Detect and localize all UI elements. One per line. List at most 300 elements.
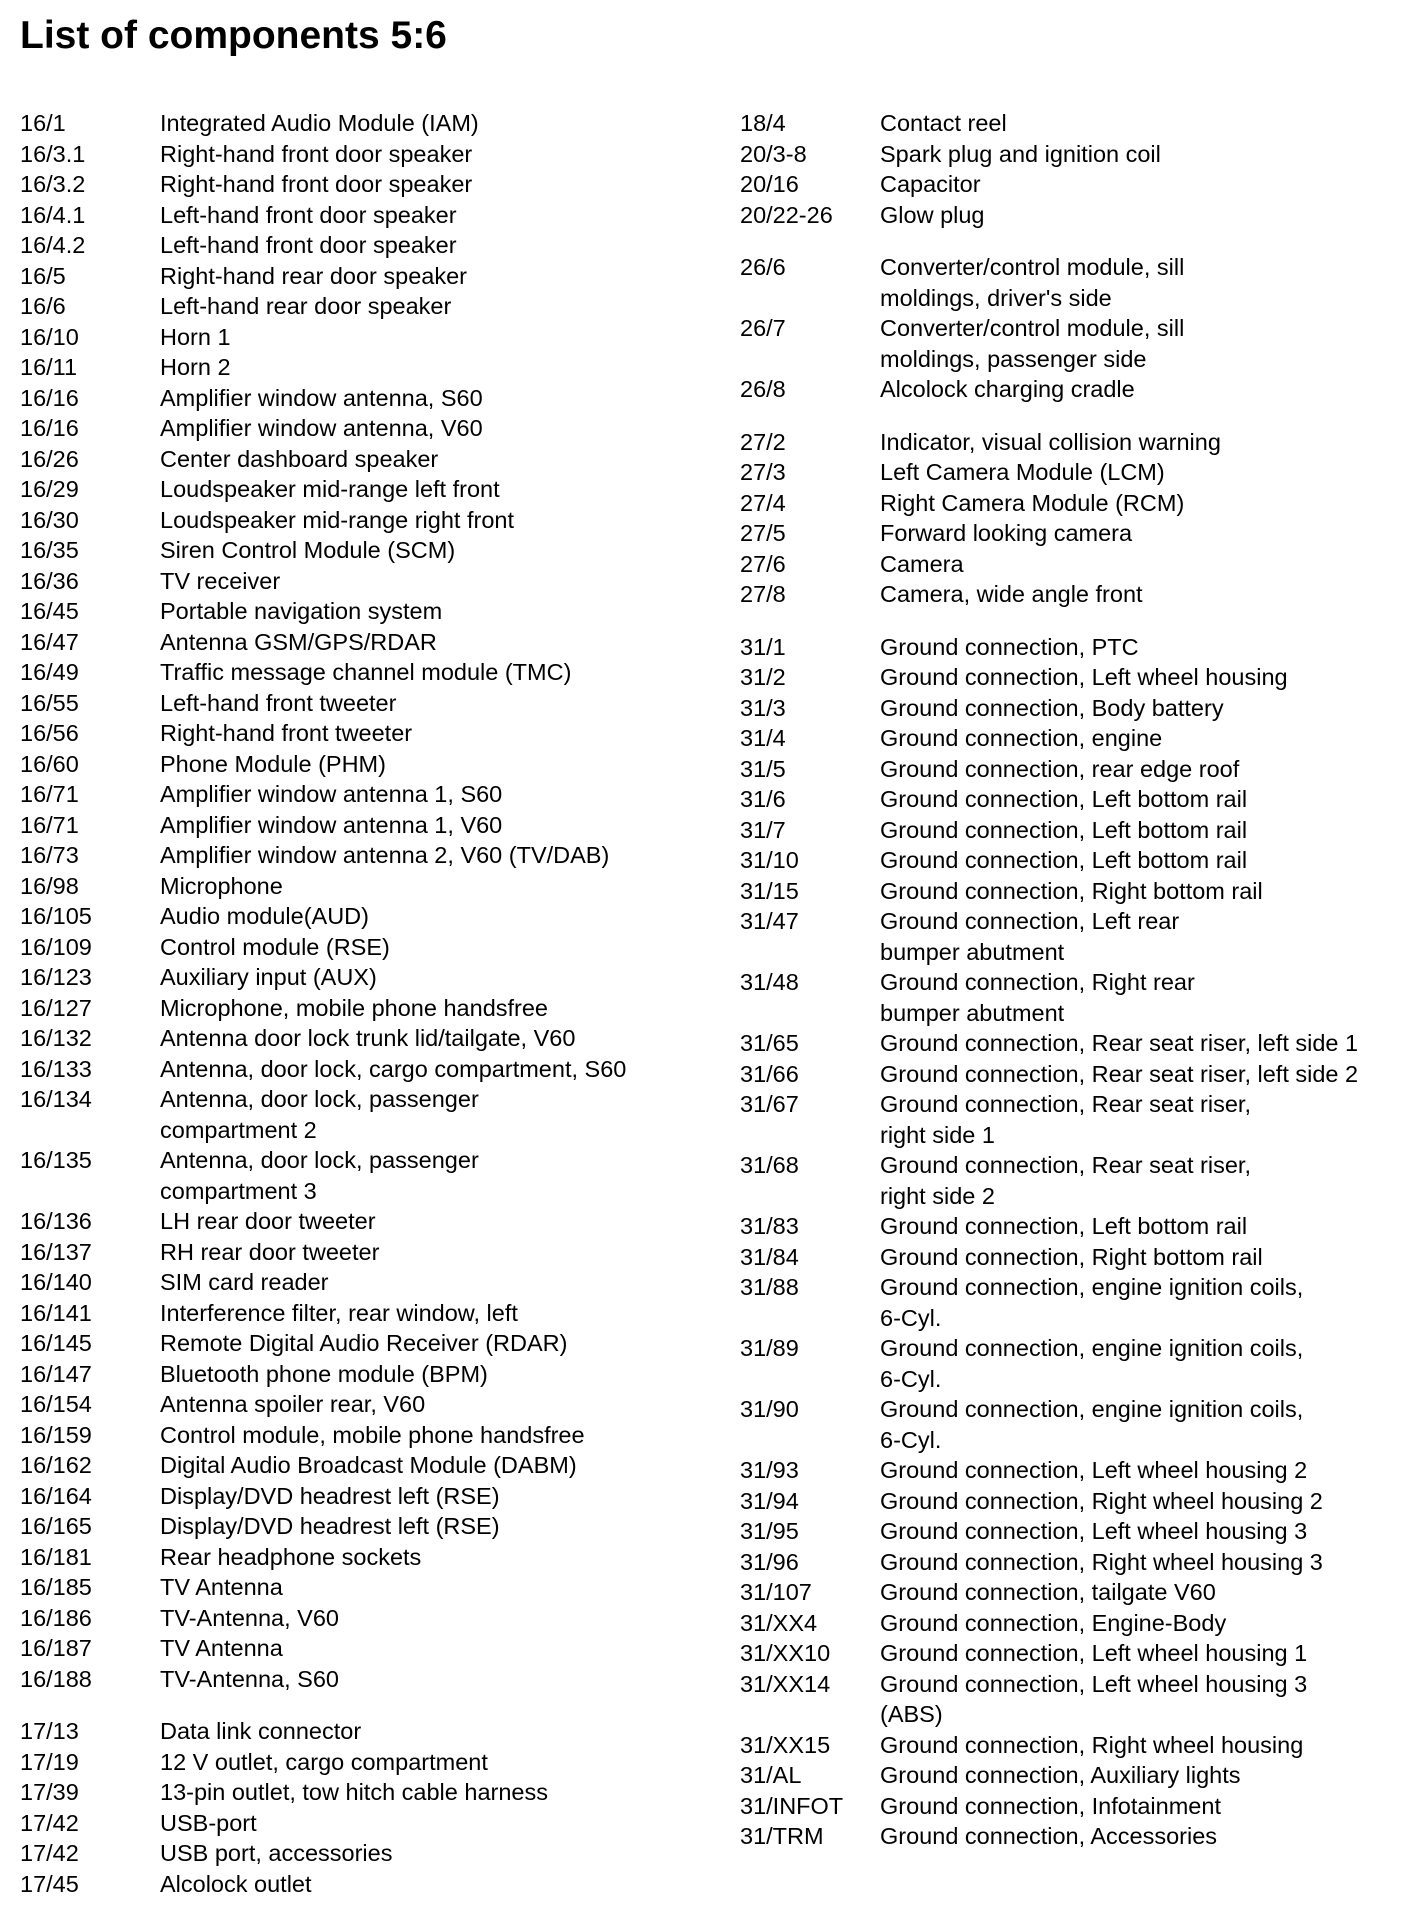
component-description: TV-Antenna, V60 [160, 1604, 339, 1631]
component-code: 16/11 [20, 354, 78, 380]
component-description: Control module (RSE) [160, 933, 390, 960]
component-code: 16/135 [20, 1147, 92, 1173]
component-description: Integrated Audio Module (IAM) [160, 110, 479, 136]
component-entry [20, 1838, 700, 1869]
component-code: 16/134 [20, 1086, 92, 1112]
component-code: 26/7 [740, 315, 786, 341]
component-code: 16/73 [20, 842, 79, 868]
component-code: 17/45 [20, 1870, 79, 1897]
component-code: 16/164 [20, 1482, 92, 1509]
component-code: 16/147 [20, 1360, 92, 1387]
component-description: Right-hand rear door speaker [160, 262, 467, 289]
component-entry [740, 723, 1400, 754]
component-code: 17/42 [20, 1840, 79, 1866]
component-code: 31/93 [740, 1457, 799, 1483]
component-entry [20, 596, 700, 627]
component-code: 17/39 [20, 1779, 79, 1805]
component-entry [20, 1084, 700, 1145]
component-description: TV Antenna [160, 1635, 283, 1661]
component-description: 12 V outlet, cargo compartment [160, 1748, 488, 1775]
component-description: Center dashboard speaker [160, 445, 439, 472]
component-code: 17/13 [20, 1718, 79, 1744]
component-entry [20, 1328, 700, 1359]
component-entry [740, 457, 1400, 488]
component-code: 16/188 [20, 1665, 92, 1692]
component-description: Ground connection, Auxiliary lights [880, 1762, 1241, 1788]
component-code: 31/AL [740, 1762, 802, 1788]
component-entry [740, 1059, 1400, 1090]
component-description: Interference filter, rear window, left [160, 1299, 518, 1326]
component-entry [740, 815, 1400, 846]
component-description: Display/DVD headrest left (RSE) [160, 1513, 500, 1539]
component-code: 16/60 [20, 750, 79, 777]
component-description: Right Camera Module (RCM) [880, 489, 1185, 516]
component-code: 16/162 [20, 1452, 92, 1478]
component-entry [740, 1516, 1400, 1547]
component-description: Ground connection, Left wheel housing 3 [880, 1518, 1308, 1544]
component-entry [20, 1389, 700, 1420]
component-code: 16/47 [20, 628, 79, 655]
component-code: 31/67 [740, 1091, 799, 1117]
component-entry [20, 627, 700, 658]
component-description: Ground connection, Left bottom rail [880, 816, 1248, 843]
component-description: Ground connection, Left wheel housing 2 [880, 1457, 1308, 1483]
component-list-right-column [740, 108, 1400, 1852]
component-entry [740, 1577, 1400, 1608]
component-entry [740, 906, 1400, 967]
component-code: 16/71 [20, 811, 79, 838]
component-code: 27/4 [740, 489, 786, 516]
component-description: Ground connection, engine ignition coils, 6-Cyl. [880, 1396, 1304, 1453]
component-entry [20, 474, 700, 505]
component-description: Ground connection, engine [880, 725, 1163, 751]
component-entry [20, 1664, 700, 1695]
component-description: Display/DVD headrest left (RSE) [160, 1482, 500, 1509]
component-entry [740, 1211, 1400, 1242]
component-description: Ground connection, Right wheel housing 3 [880, 1548, 1323, 1575]
component-code: 31/XX10 [740, 1640, 831, 1666]
component-description: Ground connection, engine ignition coils, 6-Cyl. [880, 1335, 1304, 1392]
component-entry [20, 139, 700, 170]
component-entry [20, 1808, 700, 1839]
component-entry [20, 962, 700, 993]
component-entry [740, 427, 1400, 458]
component-entry [20, 993, 700, 1024]
component-description: TV receiver [160, 567, 281, 594]
component-description: Left Camera Module (LCM) [880, 459, 1165, 485]
component-entry [740, 1333, 1400, 1394]
component-code: 20/16 [740, 171, 799, 197]
component-description: Ground connection, Left bottom rail [880, 1213, 1248, 1239]
component-code: 16/45 [20, 598, 79, 624]
component-entry [20, 1572, 700, 1603]
component-entry [20, 1206, 700, 1237]
component-description: Left-hand front door speaker [160, 201, 457, 228]
component-entry [20, 1603, 700, 1634]
component-code: 16/6 [20, 293, 66, 319]
component-code: 16/159 [20, 1421, 92, 1448]
component-description: Ground connection, Left bottom rail [880, 786, 1248, 812]
component-code: 31/3 [740, 694, 786, 721]
component-entry [20, 1450, 700, 1481]
component-description: Antenna, door lock, passenger compartment 2 [160, 1086, 479, 1143]
component-entry [20, 1145, 700, 1206]
component-code: 31/65 [740, 1030, 799, 1056]
component-entry [20, 718, 700, 749]
component-entry [740, 967, 1400, 1028]
component-code: 31/47 [740, 908, 799, 934]
component-code: 26/8 [740, 376, 786, 402]
component-code: 16/123 [20, 964, 92, 990]
component-code: 31/68 [740, 1152, 799, 1178]
component-description: Digital Audio Broadcast Module (DABM) [160, 1452, 577, 1478]
component-entry [20, 535, 700, 566]
component-code: 26/6 [740, 254, 786, 280]
component-code: 16/136 [20, 1208, 92, 1234]
component-description: Right-hand front tweeter [160, 720, 413, 746]
component-code: 16/133 [20, 1055, 92, 1082]
component-entry [20, 444, 700, 475]
component-entry [20, 688, 700, 719]
component-description: Amplifier window antenna 1, S60 [160, 781, 503, 807]
component-entry [740, 1272, 1400, 1333]
component-description: Alcolock outlet [160, 1870, 312, 1897]
component-description: Ground connection, tailgate V60 [880, 1579, 1216, 1605]
component-code: 31/94 [740, 1487, 799, 1514]
component-description: Ground connection, PTC [880, 633, 1139, 660]
component-entry [20, 169, 700, 200]
component-description: Capacitor [880, 171, 981, 197]
component-code: 31/TRM [740, 1823, 824, 1849]
component-description: Ground connection, Right wheel housing 2 [880, 1487, 1323, 1514]
component-entry [740, 632, 1400, 663]
component-code: 31/88 [740, 1274, 799, 1300]
component-entry [740, 200, 1400, 231]
component-description: Amplifier window antenna, S60 [160, 384, 483, 411]
component-code: 16/16 [20, 415, 79, 441]
component-description: USB-port [160, 1809, 257, 1836]
component-entry [740, 1455, 1400, 1486]
component-entry [740, 662, 1400, 693]
component-code: 27/5 [740, 520, 786, 546]
component-description: Left-hand front tweeter [160, 689, 397, 716]
component-code: 31/89 [740, 1335, 799, 1361]
component-entry [740, 1242, 1400, 1273]
component-description: Microphone, mobile phone handsfree [160, 994, 549, 1021]
component-entry [20, 230, 700, 261]
component-entry [740, 1791, 1400, 1822]
component-code: 16/186 [20, 1604, 92, 1631]
component-description: Ground connection, Infotainment [880, 1792, 1221, 1819]
component-description: Amplifier window antenna 1, V60 [160, 811, 503, 838]
component-code: 17/42 [20, 1809, 79, 1836]
component-entry [740, 1394, 1400, 1455]
component-code: 31/15 [740, 877, 799, 904]
component-description: Camera [880, 550, 964, 577]
component-entry [740, 693, 1400, 724]
component-code: 31/4 [740, 725, 786, 751]
component-description: Camera, wide angle front [880, 581, 1143, 607]
component-description: SIM card reader [160, 1269, 329, 1295]
component-code: 16/109 [20, 933, 92, 960]
component-code: 31/INFOT [740, 1792, 844, 1819]
component-description: Horn 1 [160, 323, 231, 350]
component-entry [740, 845, 1400, 876]
component-entry [20, 566, 700, 597]
component-entry [740, 139, 1400, 170]
component-code: 27/3 [740, 459, 786, 485]
component-description: Ground connection, Right bottom rail [880, 1243, 1263, 1270]
component-entry [20, 779, 700, 810]
component-code: 16/185 [20, 1574, 92, 1600]
component-description: Glow plug [880, 201, 985, 228]
component-entry [740, 1608, 1400, 1639]
component-code: 31/84 [740, 1243, 799, 1270]
component-code: 20/3-8 [740, 140, 807, 167]
component-description: Ground connection, Right wheel housing [880, 1731, 1304, 1758]
component-entry [20, 1267, 700, 1298]
component-entry [20, 291, 700, 322]
component-description: Ground connection, engine ignition coils, 6-Cyl. [880, 1274, 1304, 1331]
component-code: 31/66 [740, 1060, 799, 1087]
component-entry [740, 1638, 1400, 1669]
component-description: Ground connection, Left wheel housing 1 [880, 1640, 1308, 1666]
component-code: 31/XX14 [740, 1670, 831, 1697]
component-description: Ground connection, Body battery [880, 694, 1224, 721]
component-entry [20, 1542, 700, 1573]
component-description: Forward looking camera [880, 520, 1133, 546]
component-entry [740, 169, 1400, 200]
component-code: 16/30 [20, 506, 79, 533]
component-code: 31/1 [740, 633, 786, 660]
component-code: 16/4.2 [20, 232, 86, 258]
component-entry [20, 1633, 700, 1664]
component-description: Antenna door lock trunk lid/tailgate, V60 [160, 1025, 576, 1051]
component-code: 31/83 [740, 1213, 799, 1239]
component-entry [20, 1023, 700, 1054]
component-code: 16/127 [20, 994, 92, 1021]
component-description: Microphone [160, 872, 283, 899]
component-entry [20, 200, 700, 231]
component-code: 16/29 [20, 476, 79, 502]
component-entry [740, 1486, 1400, 1517]
component-code: 31/90 [740, 1396, 799, 1422]
component-description: TV-Antenna, S60 [160, 1665, 339, 1692]
component-code: 18/4 [740, 110, 786, 136]
component-entry [20, 749, 700, 780]
component-entry [20, 1511, 700, 1542]
component-entry [740, 1669, 1400, 1730]
component-description: LH rear door tweeter [160, 1208, 376, 1234]
component-entry [740, 1150, 1400, 1211]
component-entry [20, 1359, 700, 1390]
component-description: Antenna, door lock, cargo compartment, S60 [160, 1055, 627, 1082]
component-entry [20, 1716, 700, 1747]
component-code: 16/16 [20, 384, 79, 411]
component-description: Right-hand front door speaker [160, 171, 473, 197]
component-description: Ground connection, Rear seat riser, right side 1 [880, 1091, 1251, 1148]
component-code: 16/49 [20, 659, 79, 685]
component-list-left-column [20, 108, 700, 1899]
component-entry [740, 579, 1400, 610]
component-code: 31/7 [740, 816, 786, 843]
component-description: Rear headphone sockets [160, 1543, 422, 1570]
component-description: Loudspeaker mid-range right front [160, 506, 515, 533]
component-description: Ground connection, Left wheel housing [880, 664, 1288, 690]
component-entry [20, 1054, 700, 1085]
component-entry [20, 1420, 700, 1451]
component-code: 16/145 [20, 1330, 92, 1356]
component-entry [20, 901, 700, 932]
component-entry [740, 1028, 1400, 1059]
component-description: Spark plug and ignition coil [880, 140, 1161, 167]
component-code: 31/5 [740, 755, 786, 782]
component-entry [20, 1481, 700, 1512]
component-description: Ground connection, Left bottom rail [880, 847, 1248, 873]
component-description: Ground connection, Right bottom rail [880, 877, 1263, 904]
page-title: List of components 5:6 [20, 14, 447, 57]
component-description: Phone Module (PHM) [160, 750, 386, 777]
component-entry [740, 1821, 1400, 1852]
component-code: 31/2 [740, 664, 786, 690]
component-code: 16/98 [20, 872, 79, 899]
component-entry [740, 1760, 1400, 1791]
component-description: Antenna GSM/GPS/RDAR [160, 628, 437, 655]
component-description: USB port, accessories [160, 1840, 393, 1866]
component-description: Contact reel [880, 110, 1007, 136]
component-entry [740, 1547, 1400, 1578]
component-code: 20/22-26 [740, 201, 833, 228]
component-entry [740, 754, 1400, 785]
component-entry [20, 932, 700, 963]
component-code: 16/141 [20, 1299, 92, 1326]
component-description: Amplifier window antenna, V60 [160, 415, 483, 441]
component-description: RH rear door tweeter [160, 1238, 380, 1265]
component-code: 16/4.1 [20, 201, 86, 228]
component-entry [740, 549, 1400, 580]
component-entry [20, 322, 700, 353]
component-code: 27/2 [740, 428, 786, 455]
component-code: 16/26 [20, 445, 79, 472]
component-description: Portable navigation system [160, 598, 443, 624]
component-description: Left-hand rear door speaker [160, 293, 452, 319]
component-entry [740, 1089, 1400, 1150]
component-entry [740, 313, 1400, 374]
component-description: Antenna, door lock, passenger compartment 3 [160, 1147, 479, 1204]
component-entry [20, 505, 700, 536]
component-entry [20, 1777, 700, 1808]
component-entry [20, 1237, 700, 1268]
component-code: 16/181 [20, 1543, 92, 1570]
component-entry [20, 413, 700, 444]
component-description: Loudspeaker mid-range left front [160, 476, 500, 502]
component-code: 16/132 [20, 1025, 92, 1051]
component-code: 16/140 [20, 1269, 92, 1295]
component-entry [20, 1869, 700, 1900]
component-entry [20, 108, 700, 139]
component-entry [20, 840, 700, 871]
component-description: Ground connection, rear edge roof [880, 755, 1240, 782]
component-description: Ground connection, Rear seat riser, left side 1 [880, 1030, 1359, 1056]
component-code: 16/3.2 [20, 171, 86, 197]
component-description: Ground connection, Rear seat riser, left side 2 [880, 1060, 1359, 1087]
component-description: Right-hand front door speaker [160, 140, 473, 167]
component-code: 27/6 [740, 550, 786, 577]
component-entry [20, 871, 700, 902]
component-code: 16/187 [20, 1635, 92, 1661]
component-code: 31/XX15 [740, 1731, 831, 1758]
component-description: Traffic message channel module (TMC) [160, 659, 572, 685]
component-description: Siren Control Module (SCM) [160, 537, 456, 563]
component-code: 16/3.1 [20, 140, 86, 167]
component-code: 16/5 [20, 262, 66, 289]
component-code: 16/10 [20, 323, 79, 350]
component-entry [740, 108, 1400, 139]
component-description: Control module, mobile phone handsfree [160, 1421, 585, 1448]
component-code: 16/71 [20, 781, 79, 807]
component-entry [20, 1298, 700, 1329]
component-entry [740, 518, 1400, 549]
component-code: 16/154 [20, 1391, 92, 1417]
component-code: 16/56 [20, 720, 79, 746]
component-description: Ground connection, Accessories [880, 1823, 1218, 1849]
component-description: Ground connection, Rear seat riser, right side 2 [880, 1152, 1251, 1209]
component-description: Alcolock charging cradle [880, 376, 1135, 402]
component-entry [20, 657, 700, 688]
component-code: 27/8 [740, 581, 786, 607]
component-code: 31/95 [740, 1518, 799, 1544]
component-description: Antenna spoiler rear, V60 [160, 1391, 426, 1417]
component-description: Ground connection, Left wheel housing 3 (ABS) [880, 1670, 1308, 1727]
component-code: 31/XX4 [740, 1609, 818, 1636]
component-code: 17/19 [20, 1748, 79, 1775]
component-entry [20, 261, 700, 292]
component-code: 16/165 [20, 1513, 92, 1539]
component-description: Indicator, visual collision warning [880, 428, 1221, 455]
component-description: Amplifier window antenna 2, V60 (TV/DAB) [160, 842, 610, 868]
component-entry [20, 810, 700, 841]
component-entry [20, 352, 700, 383]
component-description: TV Antenna [160, 1574, 283, 1600]
component-code: 16/55 [20, 689, 79, 716]
component-description: Converter/control module, sill moldings, passenger side [880, 315, 1185, 372]
component-description: Bluetooth phone module (BPM) [160, 1360, 488, 1387]
component-entry [20, 383, 700, 414]
component-entry [740, 784, 1400, 815]
component-code: 31/48 [740, 969, 799, 995]
component-description: Ground connection, Left rear bumper abutment [880, 908, 1180, 965]
component-description: 13-pin outlet, tow hitch cable harness [160, 1779, 548, 1805]
component-entry [740, 252, 1400, 313]
component-code: 31/96 [740, 1548, 799, 1575]
component-entry [740, 488, 1400, 519]
component-code: 31/107 [740, 1579, 812, 1605]
component-code: 31/10 [740, 847, 799, 873]
component-description: Left-hand front door speaker [160, 232, 457, 258]
component-description: Ground connection, Right rear bumper abutment [880, 969, 1195, 1026]
component-code: 16/105 [20, 903, 92, 929]
component-entry [740, 374, 1400, 405]
component-code: 16/137 [20, 1238, 92, 1265]
component-description: Auxiliary input (AUX) [160, 964, 377, 990]
component-description: Converter/control module, sill moldings, driver's side [880, 254, 1185, 311]
component-description: Horn 2 [160, 354, 231, 380]
component-entry [20, 1747, 700, 1778]
component-entry [740, 876, 1400, 907]
component-description: Data link connector [160, 1718, 362, 1744]
component-description: Remote Digital Audio Receiver (RDAR) [160, 1330, 568, 1356]
component-description: Audio module(AUD) [160, 903, 369, 929]
